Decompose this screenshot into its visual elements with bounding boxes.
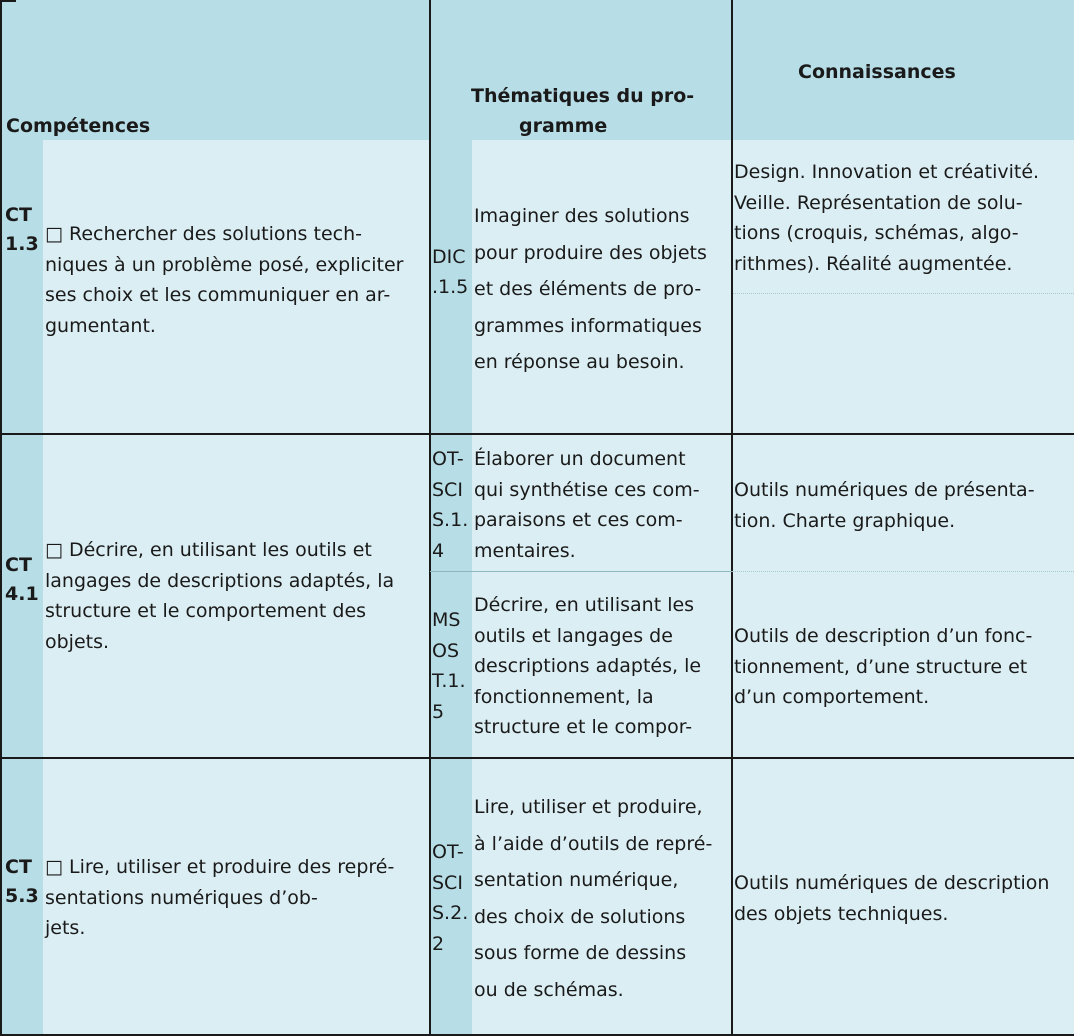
row2-theme-a-code-line: 4 bbox=[432, 539, 445, 562]
row3-competence-line: jets. bbox=[45, 917, 86, 939]
row2-theme-b-text-cell bbox=[472, 572, 732, 758]
row1-theme-line: Imaginer des solutions bbox=[474, 205, 690, 227]
row2-theme-a-code-line: SCI bbox=[432, 478, 463, 501]
row3-competence-line: sentations numériques d’ob- bbox=[45, 886, 318, 909]
row2-competence-line: structure et le comportement des bbox=[45, 600, 367, 622]
row3-theme-code-line: OT- bbox=[432, 841, 464, 863]
row1-knowledge-cell bbox=[732, 140, 1074, 434]
row1-knowledge-line: Veille. Représentation de solu- bbox=[734, 191, 1023, 214]
row2-theme-a-line: Élaborer un document bbox=[474, 448, 686, 470]
row2-theme-b-code-line: 5 bbox=[432, 700, 445, 723]
row1-competence-line: ses choix et les communiquer en ar- bbox=[45, 284, 391, 306]
row1-theme-line: en réponse au besoin. bbox=[474, 351, 685, 373]
row1-code-line1: CT bbox=[5, 204, 32, 226]
row2-theme-a-line: paraisons et ces com- bbox=[474, 509, 683, 531]
border-row-1 bbox=[0, 433, 1074, 435]
row2-theme-a-line: mentaires. bbox=[474, 539, 576, 562]
border-subrow bbox=[430, 571, 732, 572]
row1-code-line2: 1.3 bbox=[5, 232, 39, 255]
row1-theme-line: et des éléments de pro- bbox=[474, 278, 702, 300]
row1-code-cell bbox=[0, 140, 43, 434]
row1-theme-line: grammes informatiques bbox=[474, 314, 702, 337]
row1-theme-line: pour produire des objets bbox=[474, 241, 707, 264]
row2-theme-b-knowledge-line: tionnement, d’une structure et bbox=[734, 655, 1028, 678]
row2-theme-b-line: outils et langages de bbox=[474, 624, 673, 647]
row2-theme-b-line: structure et le compor- bbox=[474, 716, 693, 738]
row3-code-cell bbox=[0, 758, 43, 1036]
row1-competence-line: □ Rechercher des solutions tech- bbox=[45, 223, 362, 245]
row2-competence-line: □ Décrire, en utilisant les outils et bbox=[45, 539, 372, 561]
row1-knowledge-line: tions (croquis, schémas, algo- bbox=[734, 222, 1019, 244]
header-competences-cell bbox=[0, 0, 430, 140]
row1-knowledge-divider bbox=[732, 293, 1074, 294]
border-col-3 bbox=[731, 0, 733, 1036]
row2-theme-b-line: Décrire, en utilisant les bbox=[474, 594, 695, 616]
row2-theme-b-code-line: MS bbox=[432, 609, 461, 631]
row3-knowledge-cell bbox=[732, 758, 1074, 1036]
row2-theme-b-code-line: T.1. bbox=[432, 670, 466, 692]
row2-competence-cell bbox=[43, 434, 430, 758]
row3-knowledge-line: Outils numériques de description bbox=[734, 872, 1050, 894]
row3-theme-code-line: S.2. bbox=[432, 902, 469, 924]
row3-code-line1: CT bbox=[5, 856, 32, 878]
row3-theme-text-cell bbox=[472, 758, 732, 1036]
row2-competence-line: objets. bbox=[45, 630, 110, 653]
row2-theme-b-knowledge-line: Outils de description d’un fonc- bbox=[734, 625, 1033, 647]
border-left bbox=[0, 0, 2, 1036]
border-subrow-knowledge bbox=[732, 571, 1074, 572]
row3-competence-line: □ Lire, utiliser et produire des repré- bbox=[45, 856, 395, 878]
row2-code-line1: CT bbox=[5, 554, 32, 576]
row2-theme-a-knowledge-line: Outils numériques de présenta- bbox=[734, 479, 1035, 501]
row2-theme-b-knowledge-cell bbox=[732, 572, 1074, 758]
row1-competence-line: gumentant. bbox=[45, 314, 156, 337]
row2-code-line2: 4.1 bbox=[5, 582, 39, 605]
row2-theme-b-line: fonctionnement, la bbox=[474, 685, 654, 708]
row2-theme-b-code-line: OS bbox=[432, 639, 460, 662]
row1-theme-text-cell bbox=[472, 140, 732, 434]
row2-theme-a-line: qui synthétise ces com- bbox=[474, 478, 700, 501]
border-row-2 bbox=[0, 757, 1074, 759]
row1-theme-code-line: .1.5 bbox=[432, 276, 469, 298]
row3-knowledge-line: des objets techniques. bbox=[734, 902, 949, 925]
row3-theme-code-cell bbox=[430, 758, 472, 1036]
border-col-2 bbox=[429, 0, 431, 1036]
header-connaissances: Connaissances bbox=[798, 61, 956, 83]
row2-theme-b-knowledge-line: d’un comportement. bbox=[734, 686, 930, 708]
row3-theme-line: des choix de solutions bbox=[474, 905, 686, 928]
row2-theme-a-knowledge-line: tion. Charte graphique. bbox=[734, 509, 956, 532]
border-top-left bbox=[0, 0, 16, 2]
row2-theme-b-code-cell bbox=[430, 572, 472, 758]
row1-theme-code-cell bbox=[430, 140, 472, 434]
row3-code-line2: 5.3 bbox=[5, 884, 39, 907]
header-thematiques-line2: gramme bbox=[519, 115, 608, 137]
row2-code-cell bbox=[0, 434, 43, 758]
row1-theme-code-line: DIC bbox=[432, 246, 466, 268]
row1-competence-line: niques à un problème posé, expliciter bbox=[45, 253, 404, 276]
row2-theme-a-code-cell bbox=[430, 434, 472, 572]
row2-theme-b-line: descriptions adaptés, le bbox=[474, 655, 702, 677]
header-thematiques-cell bbox=[430, 0, 732, 140]
row3-theme-code-line: SCI bbox=[432, 871, 463, 894]
row3-theme-code-line: 2 bbox=[432, 932, 445, 955]
header-connaissances-cell bbox=[732, 0, 1074, 140]
row3-competence-cell bbox=[43, 758, 430, 1036]
row3-theme-line: à l’aide d’outils de repré- bbox=[474, 832, 713, 855]
row3-theme-line: sentation numérique, bbox=[474, 869, 679, 891]
row3-theme-line: Lire, utiliser et produire, bbox=[474, 796, 703, 818]
row2-competence-line: langages de descriptions adaptés, la bbox=[45, 569, 395, 592]
row3-theme-line: sous forme de dessins bbox=[474, 942, 687, 964]
row2-theme-a-code-line: S.1. bbox=[432, 509, 469, 531]
row3-theme-line: ou de schémas. bbox=[474, 978, 624, 1001]
row2-theme-a-text-cell bbox=[472, 434, 732, 572]
header-thematiques-line1: Thématiques du pro- bbox=[471, 85, 695, 107]
row1-knowledge-line: Design. Innovation et créativité. bbox=[734, 161, 1040, 183]
row2-theme-a-code-line: OT- bbox=[432, 448, 464, 470]
row2-theme-a-knowledge-cell bbox=[732, 434, 1074, 572]
header-competences: Compétences bbox=[6, 115, 151, 137]
row1-competence-cell bbox=[43, 140, 430, 434]
row1-knowledge-line: rithmes). Réalité augmentée. bbox=[734, 252, 1013, 275]
